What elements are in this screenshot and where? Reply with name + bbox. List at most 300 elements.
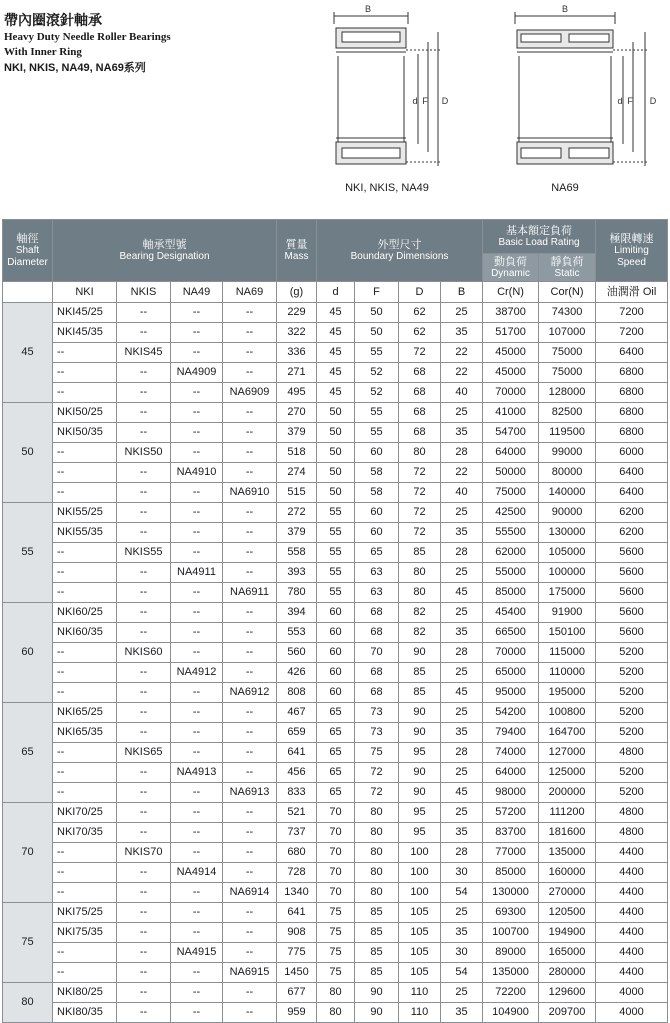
table-row xyxy=(3,703,668,723)
table-cell: -- xyxy=(53,883,117,903)
table-cell: 521 xyxy=(277,803,317,823)
table-cell: -- xyxy=(171,343,223,363)
table-cell: 105 xyxy=(399,963,441,983)
table-cell: 75 xyxy=(317,963,355,983)
table-cell: 72 xyxy=(399,343,441,363)
header-boundary-en: Boundary Dimensions xyxy=(350,250,449,262)
table-cell: 1340 xyxy=(277,883,317,903)
table-cell: 28 xyxy=(441,643,483,663)
table-cell: -- xyxy=(117,623,171,643)
table-cell: 677 xyxy=(277,983,317,1003)
table-cell: 728 xyxy=(277,863,317,883)
table-cell: 52 xyxy=(355,383,399,403)
table-cell: 737 xyxy=(277,823,317,843)
table-cell: NKI50/35 xyxy=(53,423,117,443)
table-cell: 5200 xyxy=(596,683,668,703)
table-cell: -- xyxy=(171,903,223,923)
table-cell: 45400 xyxy=(483,603,539,623)
table-cell: 60 xyxy=(317,663,355,683)
table-cell: 70 xyxy=(317,883,355,903)
table-cell: -- xyxy=(171,963,223,983)
table-cell: 4400 xyxy=(596,843,668,863)
table-cell: 55500 xyxy=(483,523,539,543)
table-cell: 4400 xyxy=(596,943,668,963)
table-cell: NKI50/25 xyxy=(53,403,117,423)
table-cell: NKIS70 xyxy=(117,843,171,863)
table-cell: 107000 xyxy=(539,323,596,343)
table-cell: -- xyxy=(223,623,277,643)
table-cell: 85 xyxy=(355,923,399,943)
table-cell: 98000 xyxy=(483,783,539,803)
table-cell: -- xyxy=(53,483,117,503)
table-cell: -- xyxy=(223,363,277,383)
table-cell: 110 xyxy=(399,1003,441,1023)
table-cell: -- xyxy=(223,563,277,583)
table-row xyxy=(3,303,668,323)
table-cell: 28 xyxy=(441,443,483,463)
header-boundary-cn: 外型尺寸 xyxy=(377,237,422,251)
table-cell: 5600 xyxy=(596,583,668,603)
table-cell: 85 xyxy=(399,683,441,703)
table-cell: 271 xyxy=(277,363,317,383)
title-block xyxy=(4,12,294,76)
column-header-f: F xyxy=(355,282,399,303)
table-cell: 100 xyxy=(399,863,441,883)
header-shaft-cn: 軸徑 xyxy=(16,231,39,245)
table-cell: 72 xyxy=(399,503,441,523)
table-cell: 75 xyxy=(317,923,355,943)
table-cell: -- xyxy=(117,663,171,683)
table-cell: 4400 xyxy=(596,903,668,923)
table-cell: 456 xyxy=(277,763,317,783)
header-load-cn: 基本額定負荷 xyxy=(506,223,573,237)
title-english-line1: Heavy Duty Needle Roller Bearings xyxy=(4,31,171,43)
table-cell: 111200 xyxy=(539,803,596,823)
table-cell: 74000 xyxy=(483,743,539,763)
table-cell: 60 xyxy=(317,683,355,703)
table-cell: 45 xyxy=(441,783,483,803)
table-cell: 68 xyxy=(355,603,399,623)
header-dynamic-en: Dynamic xyxy=(491,267,530,279)
table-cell: 119500 xyxy=(539,423,596,443)
table-cell: 95 xyxy=(399,743,441,763)
table-cell: 65 xyxy=(317,703,355,723)
header-boundary-dimensions xyxy=(317,220,483,282)
table-cell: 5200 xyxy=(596,703,668,723)
title-english-line2: With Inner Ring xyxy=(4,46,82,58)
dim-D-label-right: D xyxy=(649,96,657,106)
table-cell: 85 xyxy=(355,943,399,963)
table-row xyxy=(3,363,668,383)
table-cell: 110000 xyxy=(539,663,596,683)
table-cell: 641 xyxy=(277,743,317,763)
table-cell: -- xyxy=(171,683,223,703)
table-cell: 22 xyxy=(441,463,483,483)
table-cell: 80 xyxy=(355,843,399,863)
table-row xyxy=(3,623,668,643)
table-cell: NA6912 xyxy=(223,683,277,703)
table-cell: 659 xyxy=(277,723,317,743)
table-cell: 5200 xyxy=(596,663,668,683)
table-cell: -- xyxy=(53,743,117,763)
table-cell: 75 xyxy=(317,903,355,923)
table-cell: -- xyxy=(117,1003,171,1023)
table-cell: 35 xyxy=(441,323,483,343)
table-cell: 50 xyxy=(317,423,355,443)
table-cell: 5200 xyxy=(596,763,668,783)
table-cell: 50 xyxy=(317,403,355,423)
table-cell: -- xyxy=(117,463,171,483)
table-cell: 25 xyxy=(441,303,483,323)
column-header-cor: Cor(N) xyxy=(539,282,596,303)
table-cell: 54200 xyxy=(483,703,539,723)
dim-b-label-left: B xyxy=(364,4,372,14)
table-cell: -- xyxy=(171,323,223,343)
table-cell: 22 xyxy=(441,363,483,383)
table-cell: 80 xyxy=(355,803,399,823)
table-body xyxy=(3,282,668,1023)
table-cell: -- xyxy=(53,683,117,703)
table-cell: 90 xyxy=(355,983,399,1003)
dim-D-label-left: D xyxy=(441,96,449,106)
table-cell: 40 xyxy=(441,383,483,403)
table-cell: NKI55/25 xyxy=(53,503,117,523)
table-cell: 72 xyxy=(399,463,441,483)
table-cell: 35 xyxy=(441,923,483,943)
table-cell: -- xyxy=(117,403,171,423)
column-header-nki: NKI xyxy=(53,282,117,303)
table-cell: 209700 xyxy=(539,1003,596,1023)
table-cell: 82 xyxy=(399,603,441,623)
table-cell: NKI60/35 xyxy=(53,623,117,643)
table-cell: -- xyxy=(223,863,277,883)
table-row xyxy=(3,863,668,883)
table-cell: 85000 xyxy=(483,583,539,603)
table-cell: -- xyxy=(223,943,277,963)
table-cell: 51700 xyxy=(483,323,539,343)
table-cell: -- xyxy=(117,943,171,963)
table-cell: 50 xyxy=(355,303,399,323)
table-cell: -- xyxy=(223,723,277,743)
table-row xyxy=(3,543,668,563)
table-row xyxy=(3,683,668,703)
table-cell: -- xyxy=(117,863,171,883)
column-header-b: B xyxy=(441,282,483,303)
table-cell: -- xyxy=(117,503,171,523)
table-cell: -- xyxy=(171,883,223,903)
table-cell: 518 xyxy=(277,443,317,463)
table-cell: -- xyxy=(223,743,277,763)
table-cell: 4400 xyxy=(596,883,668,903)
table-cell: -- xyxy=(171,603,223,623)
table-cell: -- xyxy=(117,603,171,623)
table-cell: 336 xyxy=(277,343,317,363)
header-dynamic-cn: 動負荷 xyxy=(494,254,528,268)
table-row xyxy=(3,483,668,503)
table-cell: 68 xyxy=(399,363,441,383)
table-cell: -- xyxy=(53,543,117,563)
table-cell: 105 xyxy=(399,923,441,943)
column-header-na69: NA69 xyxy=(223,282,277,303)
table-cell: 553 xyxy=(277,623,317,643)
table-cell: 100 xyxy=(399,883,441,903)
table-cell: NKIS60 xyxy=(117,643,171,663)
table-cell: 4800 xyxy=(596,743,668,763)
table-cell: -- xyxy=(223,303,277,323)
table-cell: 85000 xyxy=(483,863,539,883)
table-cell: 68 xyxy=(399,423,441,443)
column-header-outer-d: D xyxy=(399,282,441,303)
table-cell: 35 xyxy=(441,423,483,443)
table-row xyxy=(3,983,668,1003)
table-cell: NKI70/35 xyxy=(53,823,117,843)
table-cell: -- xyxy=(171,303,223,323)
table-cell: 73 xyxy=(355,703,399,723)
table-cell: -- xyxy=(223,423,277,443)
table-cell: 229 xyxy=(277,303,317,323)
table-cell: NKIS45 xyxy=(117,343,171,363)
table-cell: 25 xyxy=(441,763,483,783)
table-cell: -- xyxy=(53,363,117,383)
shaft-diameter-cell: 60 xyxy=(3,603,53,703)
table-cell: -- xyxy=(117,563,171,583)
table-cell: 90 xyxy=(399,643,441,663)
table-cell: 560 xyxy=(277,643,317,663)
table-cell: NA4913 xyxy=(171,763,223,783)
table-cell: -- xyxy=(223,323,277,343)
table-cell: 515 xyxy=(277,483,317,503)
table-cell: 5600 xyxy=(596,543,668,563)
table-cell: 90 xyxy=(399,783,441,803)
table-cell: NA4912 xyxy=(171,663,223,683)
table-cell: 194900 xyxy=(539,923,596,943)
table-cell: 55 xyxy=(317,543,355,563)
table-cell: 680 xyxy=(277,843,317,863)
table-cell: 82500 xyxy=(539,403,596,423)
table-cell: NKIS50 xyxy=(117,443,171,463)
table-cell: -- xyxy=(53,963,117,983)
table-row xyxy=(3,403,668,423)
column-header-cr: Cr(N) xyxy=(483,282,539,303)
table-cell: -- xyxy=(53,943,117,963)
table-cell: 1450 xyxy=(277,963,317,983)
table-row xyxy=(3,523,668,543)
table-cell: 41000 xyxy=(483,403,539,423)
table-cell: -- xyxy=(223,1003,277,1023)
table-cell: -- xyxy=(171,583,223,603)
table-cell: 68 xyxy=(399,383,441,403)
table-cell: 89000 xyxy=(483,943,539,963)
table-cell: -- xyxy=(53,643,117,663)
table-cell: NA4914 xyxy=(171,863,223,883)
table-cell: 100800 xyxy=(539,703,596,723)
table-cell: -- xyxy=(223,603,277,623)
table-cell: 50 xyxy=(317,463,355,483)
table-row xyxy=(3,803,668,823)
table-row xyxy=(3,643,668,663)
table-cell: 6800 xyxy=(596,423,668,443)
table-cell: 72 xyxy=(399,523,441,543)
table-cell: -- xyxy=(223,523,277,543)
column-header-mass-unit: (g) xyxy=(277,282,317,303)
table-cell: 90 xyxy=(399,723,441,743)
table-cell: 25 xyxy=(441,503,483,523)
shaft-diameter-cell: 55 xyxy=(3,503,53,603)
column-header-row xyxy=(3,282,668,303)
table-cell: -- xyxy=(171,543,223,563)
table-cell: 641 xyxy=(277,903,317,923)
table-cell: 99000 xyxy=(539,443,596,463)
table-cell: NKI80/25 xyxy=(53,983,117,1003)
table-cell: 35 xyxy=(441,623,483,643)
table-cell: 35 xyxy=(441,723,483,743)
shaft-diameter-cell: 70 xyxy=(3,803,53,903)
table-cell: 72200 xyxy=(483,983,539,1003)
table-cell: 25 xyxy=(441,983,483,1003)
table-cell: 38700 xyxy=(483,303,539,323)
table-cell: 4400 xyxy=(596,923,668,943)
table-cell: 45 xyxy=(317,343,355,363)
table-cell: -- xyxy=(171,983,223,1003)
header-speed-en2: Speed xyxy=(617,256,646,268)
table-cell: 100 xyxy=(399,843,441,863)
table-cell: 6400 xyxy=(596,463,668,483)
header-bearing-designation xyxy=(53,220,277,282)
shaft-diameter-cell: 65 xyxy=(3,703,53,803)
table-cell: -- xyxy=(171,623,223,643)
table-cell: 70000 xyxy=(483,643,539,663)
header-shaft-diameter xyxy=(3,220,53,282)
table-cell: -- xyxy=(53,443,117,463)
table-cell: 270 xyxy=(277,403,317,423)
table-cell: -- xyxy=(223,403,277,423)
title-chinese: 帶內圈滾針軸承 xyxy=(4,13,102,29)
table-cell: 30 xyxy=(441,943,483,963)
table-cell: NA4911 xyxy=(171,563,223,583)
table-cell: -- xyxy=(117,723,171,743)
table-cell: NKI45/25 xyxy=(53,303,117,323)
table-cell: 55 xyxy=(355,343,399,363)
table-cell: 95000 xyxy=(483,683,539,703)
header-shaft-en1: Shaft xyxy=(15,244,40,256)
diagram-caption-right: NA69 xyxy=(551,182,579,194)
table-cell: 280000 xyxy=(539,963,596,983)
table-cell: 6400 xyxy=(596,343,668,363)
table-cell: 322 xyxy=(277,323,317,343)
table-cell: 135000 xyxy=(539,843,596,863)
column-header-nkis: NKIS xyxy=(117,282,171,303)
table-cell: 5600 xyxy=(596,603,668,623)
table-cell: 75000 xyxy=(483,483,539,503)
table-cell: 60 xyxy=(355,503,399,523)
table-cell: 55 xyxy=(355,423,399,443)
table-cell: 68 xyxy=(355,683,399,703)
table-cell: 80 xyxy=(355,823,399,843)
table-cell: 54 xyxy=(441,883,483,903)
table-cell: 64000 xyxy=(483,763,539,783)
table-cell: 45000 xyxy=(483,343,539,363)
table-cell: -- xyxy=(171,383,223,403)
table-cell: 65 xyxy=(355,543,399,563)
table-cell: 90 xyxy=(399,763,441,783)
table-cell: 4800 xyxy=(596,823,668,843)
table-cell: -- xyxy=(117,523,171,543)
table-cell: 6800 xyxy=(596,383,668,403)
table-cell: 5200 xyxy=(596,723,668,743)
table-cell: 129600 xyxy=(539,983,596,1003)
table-cell: 91900 xyxy=(539,603,596,623)
table-row xyxy=(3,463,668,483)
table-cell: -- xyxy=(171,703,223,723)
table-row xyxy=(3,843,668,863)
table-cell: -- xyxy=(117,303,171,323)
table-cell: 45 xyxy=(317,363,355,383)
table-cell: NA6914 xyxy=(223,883,277,903)
table-cell: 58 xyxy=(355,483,399,503)
header-speed-en1: Limiting xyxy=(614,244,649,256)
table-cell: -- xyxy=(53,863,117,883)
bearing-section-drawing-left xyxy=(322,2,462,180)
shaft-diameter-cell: 50 xyxy=(3,403,53,503)
table-row xyxy=(3,923,668,943)
table-cell: 120500 xyxy=(539,903,596,923)
table-cell: -- xyxy=(117,803,171,823)
table-cell: -- xyxy=(223,903,277,923)
table-cell: 4400 xyxy=(596,963,668,983)
table-cell: 75 xyxy=(317,943,355,963)
table-cell: -- xyxy=(171,423,223,443)
table-cell: -- xyxy=(117,783,171,803)
table-cell: 95 xyxy=(399,803,441,823)
table-cell: NA6909 xyxy=(223,383,277,403)
table-row xyxy=(3,943,668,963)
table-cell: 5200 xyxy=(596,643,668,663)
table-cell: NKI65/25 xyxy=(53,703,117,723)
bearing-spec-table xyxy=(2,219,668,1023)
table-cell: 4800 xyxy=(596,803,668,823)
table-cell: -- xyxy=(223,823,277,843)
table-cell: 72 xyxy=(399,483,441,503)
table-cell: 90 xyxy=(355,1003,399,1023)
table-cell: -- xyxy=(171,503,223,523)
table-cell: -- xyxy=(117,923,171,943)
table-cell: 69300 xyxy=(483,903,539,923)
header-static xyxy=(539,254,596,282)
dim-d-label-right: d xyxy=(617,96,623,106)
table-cell: NKIS55 xyxy=(117,543,171,563)
table-cell: 6800 xyxy=(596,363,668,383)
table-cell: 105 xyxy=(399,943,441,963)
diagram-na69 xyxy=(505,2,665,194)
table-cell: 7200 xyxy=(596,323,668,343)
table-cell: -- xyxy=(117,763,171,783)
header-load-en: Basic Load Rating xyxy=(498,236,580,248)
column-header-oil: 油潤滑 Oil xyxy=(596,282,668,303)
table-cell: -- xyxy=(117,983,171,1003)
table-cell: -- xyxy=(223,443,277,463)
table-cell: 195000 xyxy=(539,683,596,703)
table-cell: 379 xyxy=(277,523,317,543)
table-cell: -- xyxy=(117,323,171,343)
table-cell: -- xyxy=(171,743,223,763)
table-row xyxy=(3,883,668,903)
table-cell: 65 xyxy=(317,763,355,783)
table-row xyxy=(3,743,668,763)
table-cell: 63 xyxy=(355,563,399,583)
table-cell: 70 xyxy=(317,823,355,843)
table-cell: -- xyxy=(53,843,117,863)
table-cell: -- xyxy=(223,843,277,863)
